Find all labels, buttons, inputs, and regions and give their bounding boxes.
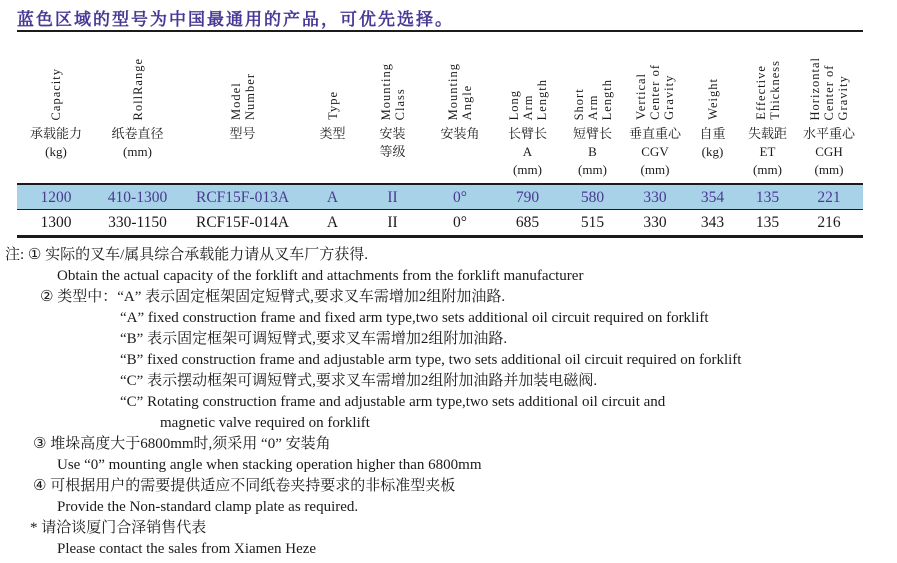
table-cell: RCF15F-013A (195, 189, 290, 206)
column-en-line: Length (599, 78, 614, 120)
column-en-label (634, 64, 676, 120)
column-cn-label (629, 125, 681, 183)
column-cn-line: (mm) (753, 162, 782, 177)
column-en-line: Model (228, 82, 243, 120)
column-cn-label (111, 125, 163, 183)
column-en-line: Type (325, 91, 340, 120)
note-line: “A” fixed construction frame and fixed arm type,two sets additional oil circuit required on forklift (120, 310, 709, 326)
column-header (305, 36, 360, 183)
column-en-label (379, 63, 407, 120)
table-cell: A (326, 189, 339, 206)
table-cell: 135 (755, 214, 780, 231)
column-header (625, 36, 685, 183)
column-en-line: Center of (822, 64, 836, 120)
note-line: Obtain the actual capacity of the forklift and attachments from the forklift manufacturer (57, 268, 584, 284)
column-en-label (326, 91, 340, 120)
column-header (360, 36, 425, 183)
column-en-line: RollRange (130, 57, 145, 120)
table-row-highlighted (17, 185, 863, 210)
column-cn-line: (kg) (701, 144, 724, 159)
column-cn-line: (mm) (578, 162, 607, 177)
column-en-line: Center of (648, 64, 662, 120)
table-cell: 216 (817, 214, 841, 231)
table-cell: II (387, 214, 398, 231)
table-cell: 685 (515, 214, 540, 231)
note-line: * 请洽谈厦门合泽销售代表 (30, 520, 207, 536)
table-cell: 354 (700, 189, 725, 206)
column-cn-line: 短臂长 (572, 126, 612, 141)
column-cn-label (30, 125, 82, 183)
column-en-line: Long (506, 89, 521, 120)
column-cn-label (699, 125, 725, 183)
spec-table (17, 36, 863, 238)
table-cell: 221 (817, 189, 841, 206)
note-line: “C” Rotating construction frame and adjustable arm type,two sets additional oil circuit and (120, 394, 666, 410)
column-cn-line: 承载能力 (29, 126, 82, 141)
note-line: Provide the Non-standard clamp plate as required. (57, 499, 359, 515)
column-en-line: Class (392, 87, 407, 120)
table-cell: 330 (643, 189, 667, 206)
column-header (560, 36, 625, 183)
column-cn-line: A (522, 144, 533, 159)
column-en-label (706, 78, 720, 120)
table-cell: 410-1300 (107, 189, 168, 206)
note-line: “C” 表示摆动框架可调短臂式,要求叉车需增加2组附加油路并加装电磁阀. (120, 373, 598, 389)
table-cell: RCF15F-014A (195, 214, 290, 231)
column-cn-line: 型号 (229, 126, 256, 141)
column-cn-line: 类型 (319, 126, 346, 141)
note-line: magnetic valve required on forklift (160, 415, 370, 431)
table-cell: 343 (700, 214, 725, 231)
note-line: 注: ① 实际的叉车/属具综合承载能力请从叉车厂方获得. (5, 247, 369, 263)
column-en-line: Short (571, 87, 586, 120)
column-en-label (49, 68, 63, 120)
column-cn-line: 安装角 (440, 126, 480, 141)
table-cell: 0° (453, 214, 467, 231)
table-cell: II (387, 189, 398, 206)
column-en-line: Vertical (634, 73, 648, 120)
column-en-line: Weight (705, 78, 720, 120)
column-en-line: Capacity (49, 67, 63, 120)
column-cn-line: (mm) (814, 162, 844, 177)
page-title: 蓝色区域的型号为中国最通用的产品，可优先选择。 (17, 10, 454, 29)
column-cn-label (803, 125, 855, 183)
column-header (740, 36, 795, 183)
column-en-label (131, 58, 145, 120)
column-cn-line: (mm) (513, 162, 542, 177)
column-cn-label (319, 125, 345, 183)
column-cn-line: (mm) (640, 162, 670, 177)
table-cell: 1200 (40, 189, 72, 206)
column-header (180, 36, 305, 183)
column-cn-line: 自重 (699, 126, 726, 141)
table-cell: A (326, 214, 339, 231)
column-cn-label (508, 125, 547, 183)
note-line: ② 类型中：“A” 表示固定框架固定短臂式,要求叉车需增加2组附加油路. (40, 289, 506, 305)
note-line: Use “0” mounting angle when stacking operation higher than 6800mm (57, 457, 482, 473)
column-en-line: Thickness (767, 60, 782, 120)
notes-section (0, 245, 897, 560)
table-cell: 135 (755, 189, 780, 206)
note-line: ③ 堆垛高度大于6800mm时,须采用 “0” 安装角 (33, 436, 331, 452)
table-body (17, 183, 863, 238)
column-cn-line: 失载距 (747, 126, 787, 141)
column-cn-label (440, 125, 479, 183)
table-cell: 0° (453, 189, 467, 206)
column-en-label (229, 73, 257, 120)
column-header (495, 36, 560, 183)
column-en-line: Angle (460, 84, 474, 120)
column-en-line: Mounting (446, 62, 460, 120)
column-en-line: Number (242, 73, 257, 120)
table-cell: 580 (580, 189, 605, 206)
note-line: ④ 可根据用户的需要提供适应不同纸卷夹持要求的非标准型夹板 (33, 478, 456, 494)
column-header (795, 36, 863, 183)
column-en-label (808, 57, 850, 120)
column-en-line: Horizontal (808, 56, 822, 120)
column-en-line: Mounting (378, 62, 393, 120)
column-cn-label (379, 125, 405, 183)
column-en-label (572, 79, 614, 120)
note-line: “B” fixed construction frame and adjustable arm type, two sets additional oil circuit required on forklift (120, 352, 742, 368)
table-header-row (17, 36, 863, 183)
column-cn-line: 长臂长 (507, 126, 547, 141)
column-cn-label (229, 125, 255, 183)
table-cell: 790 (515, 189, 540, 206)
column-cn-line: 垂直重心 (628, 126, 681, 141)
column-en-line: Length (534, 78, 549, 120)
column-cn-line: (kg) (45, 144, 67, 159)
note-line: Please contact the sales from Xiamen Heze (57, 541, 317, 557)
column-header (685, 36, 740, 183)
column-cn-line: 等级 (379, 144, 406, 159)
column-en-label (507, 79, 549, 120)
column-en-line: Gravity (836, 74, 850, 120)
column-cn-line: 安装 (379, 126, 406, 141)
title-underline (17, 30, 863, 32)
column-en-line: Arm (520, 94, 535, 120)
column-header (425, 36, 495, 183)
note-line: “B” 表示固定框架可调短臂式,要求叉车需增加2组附加油路. (120, 331, 508, 347)
table-cell: 330 (643, 214, 667, 231)
column-en-line: Arm (585, 94, 600, 120)
table-cell: 1300 (40, 214, 72, 231)
column-header (17, 36, 95, 183)
table-row (17, 210, 863, 235)
column-en-label (754, 60, 782, 120)
table-cell: 330-1150 (108, 214, 167, 231)
column-cn-line: ET (759, 144, 776, 159)
column-en-label (446, 63, 474, 120)
column-cn-line: B (588, 144, 597, 159)
column-cn-line: 纸卷直径 (111, 126, 164, 141)
column-cn-line: (mm) (123, 144, 152, 159)
column-en-line: Gravity (662, 74, 676, 120)
column-en-line: Effective (753, 65, 768, 120)
column-cn-label (573, 125, 612, 183)
column-cn-label (748, 125, 787, 183)
column-header (95, 36, 180, 183)
column-cn-line: 水平重心 (802, 126, 855, 141)
column-cn-line: CGH (815, 144, 843, 159)
table-cell: 515 (580, 214, 605, 231)
column-cn-line: CGV (641, 144, 669, 159)
